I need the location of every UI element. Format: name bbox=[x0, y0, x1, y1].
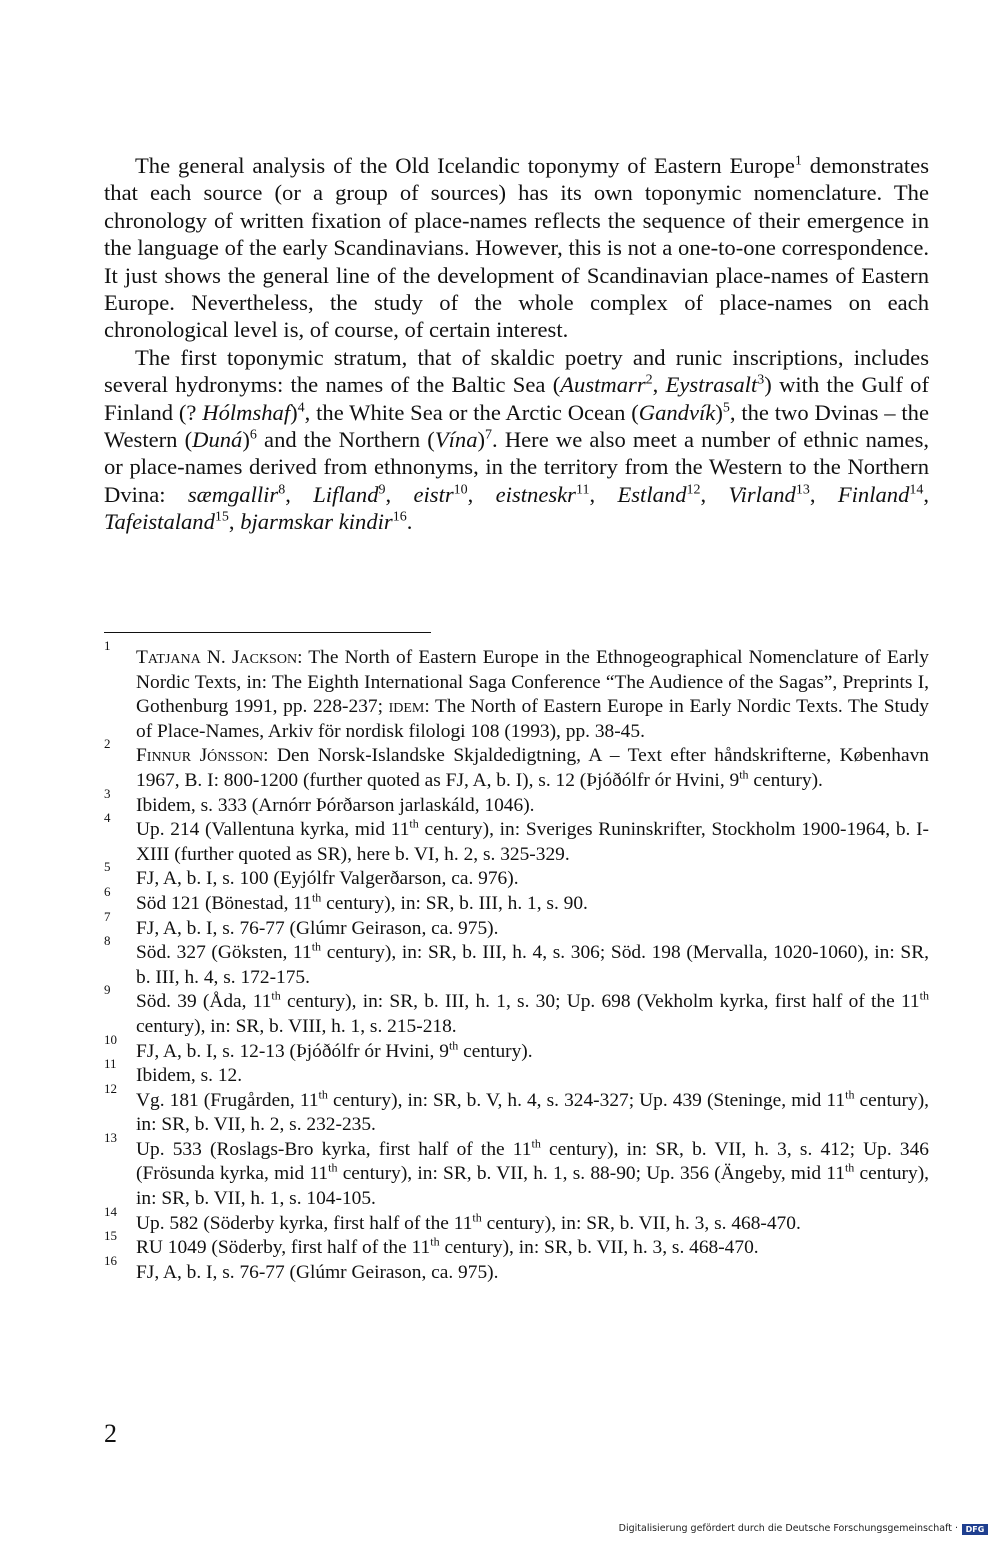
footnote-2: 2 Finnur Jónsson: Den Norsk-Islandske Skjaldedigtning, A – Text efter håndskrifterne, København 1967, B. I: 800-1200 (further quoted as FJ, A, b. I), s. 12 (Þjóðólfr ór Hvini, 9th century). bbox=[104, 736, 929, 791]
footnote-5: 5 FJ, A, b. I, s. 100 (Eyjólfr Valgerðarson, ca. 976). bbox=[104, 859, 519, 890]
footnote-ref-1[interactable]: 1 bbox=[794, 153, 802, 169]
footnote-ref-11[interactable]: 11 bbox=[575, 482, 590, 498]
place-name: eistr bbox=[413, 481, 454, 507]
footnote-ref-4[interactable]: 4 bbox=[297, 400, 305, 416]
footnote-ref-13[interactable]: 13 bbox=[795, 482, 810, 498]
body-text bbox=[104, 152, 929, 536]
place-name: Eystrasalt bbox=[665, 372, 758, 398]
footnote-number: 13 bbox=[104, 1129, 117, 1145]
footnote-8: 8 Söd. 327 (Göksten, 11th century), in: SR, b. III, h. 4, s. 306; Söd. 198 (Mervalla, 1020-1060), in: SR, b. III, h. 4, s. 172-175. bbox=[104, 933, 929, 988]
footnote-number: 5 bbox=[104, 859, 111, 875]
footnote-16: 16 FJ, A, b. I, s. 76-77 (Glúmr Geirason, ca. 975). bbox=[104, 1252, 499, 1283]
footnote-number: 8 bbox=[104, 933, 111, 949]
footnote-number: 12 bbox=[104, 1080, 117, 1096]
footnote-number: 6 bbox=[104, 883, 111, 899]
place-name: Estland bbox=[617, 481, 687, 507]
footnote-ref-2[interactable]: 2 bbox=[645, 372, 653, 388]
footnote-11: 11 Ibidem, s. 12. bbox=[104, 1056, 243, 1087]
digitization-credit bbox=[619, 1523, 988, 1535]
footnote-ref-12[interactable]: 12 bbox=[686, 482, 701, 498]
footnote-number: 11 bbox=[104, 1056, 117, 1072]
footnote-4: 4 Up. 214 (Vallentuna kyrka, mid 11th century), in: Sveriges Runinskrifter, Stockholm 1900-1964, b. I-XIII (further quoted as SR), here b. VI, h. 2, s. 325-329. bbox=[104, 810, 929, 865]
place-name: Hólmshaf bbox=[202, 399, 291, 425]
place-name: Finland bbox=[837, 481, 910, 507]
place-name: Tafeistaland bbox=[104, 509, 215, 535]
footnote-number: 9 bbox=[104, 982, 111, 998]
footnote-1: 1 Tatjana N. Jackson: The North of Eastern Europe in the Ethnogeographical Nomenclature of Early Nordic Texts, in: The Eighth International Saga Conference “The Audience of the Sagas”, Preprints I, Gothenburg 1991, pp. 228-237; idem: The North of Eastern Europe in Early Nordic Texts. The Study of Place-Names, Arkiv för nordisk filologi 108 (1993), pp. 38-45. bbox=[104, 638, 930, 742]
footnote-ref-5[interactable]: 5 bbox=[722, 400, 730, 416]
footnote-ref-14[interactable]: 14 bbox=[909, 482, 924, 498]
footnote-separator bbox=[104, 632, 431, 633]
place-name: Austmarr bbox=[560, 372, 646, 398]
footnote-14: 14 Up. 582 (Söderby kyrka, first half of the 11th century), in: SR, b. VII, h. 3, s. 468-470. bbox=[104, 1203, 801, 1234]
footnote-ref-10[interactable]: 10 bbox=[453, 482, 468, 498]
footnote-6: 6 Söd 121 (Bönestad, 11th century), in: SR, b. III, h. 1, s. 90. bbox=[104, 883, 588, 914]
footnote-ref-16[interactable]: 16 bbox=[392, 509, 407, 525]
place-name: sæmgallir bbox=[187, 481, 279, 507]
footnote-15: 15 RU 1049 (Söderby, first half of the 11th century), in: SR, b. VII, h. 3, s. 468-470. bbox=[104, 1228, 759, 1259]
footnote-12: 12 Vg. 181 (Frugården, 11th century), in: SR, b. V, h. 4, s. 324-327; Up. 439 (Steninge, mid 11th century), in: SR, b. VII, h. 2, s. 232-235. bbox=[104, 1080, 929, 1136]
footnote-9: 9 Söd. 39 (Åda, 11th century), in: SR, b. III, h. 1, s. 30; Up. 698 (Vekholm kyrka, first half of the 11th century), in: SR, b. VIII, h. 1, s. 215-218. bbox=[104, 982, 929, 1037]
footnote-ref-3[interactable]: 3 bbox=[757, 372, 765, 388]
footnote-number: 2 bbox=[104, 736, 111, 752]
footnote-ref-7[interactable]: 7 bbox=[485, 427, 493, 443]
footnote-number: 3 bbox=[104, 785, 111, 801]
footnote-ref-15[interactable]: 15 bbox=[214, 509, 229, 525]
place-name: eistneskr bbox=[495, 481, 576, 507]
footnotes bbox=[104, 638, 930, 1285]
footnote-ref-6[interactable]: 6 bbox=[249, 427, 257, 443]
place-name: Gandvík bbox=[638, 399, 716, 425]
dfg-logo-icon: DFG bbox=[962, 1524, 988, 1535]
page-number: 2 bbox=[104, 1419, 117, 1448]
credit-text: Digitalisierung gefördert durch die Deutsche Forschungsgemeinschaft · bbox=[618, 1523, 958, 1534]
footnote-number: 7 bbox=[104, 908, 111, 924]
footnote-number: 1 bbox=[104, 638, 111, 653]
footnote-ref-9[interactable]: 9 bbox=[378, 482, 386, 498]
footnote-number: 10 bbox=[104, 1031, 117, 1047]
place-name: bjarmskar kindir bbox=[240, 509, 393, 535]
footnote-number: 16 bbox=[104, 1252, 117, 1268]
footnote-number: 15 bbox=[104, 1228, 117, 1244]
place-name: Duná bbox=[192, 427, 243, 453]
place-name: Lifland bbox=[313, 481, 379, 507]
place-name: Vína bbox=[434, 427, 478, 453]
footnote-number: 4 bbox=[104, 810, 111, 826]
footnote-number: 14 bbox=[104, 1203, 117, 1219]
footnote-7: 7 FJ, A, b. I, s. 76-77 (Glúmr Geirason, ca. 975). bbox=[104, 908, 499, 939]
footnote-ref-8[interactable]: 8 bbox=[278, 482, 286, 498]
footnote-3: 3 Ibidem, s. 333 (Arnórr Þórðarson jarlaskáld, 1046). bbox=[104, 785, 535, 816]
paragraph-1: The general analysis of the Old Icelandic toponymy of Eastern Europe$^1$ demonstrates that each source (or a group of sources) has its own toponymic nomenclature. The chronology of written fixation of place-names reflects the sequence of their emergence in the language of the early Scandinavians. However, this is not a one-to-one correspondence. It just shows the general line of the development of Scandinavian place-names of Eastern Europe. Nevertheless, the study of the whole complex of place-names on each chronological level is, of course, of certain interest. bbox=[104, 153, 929, 343]
footnote-13: 13 Up. 533 (Roslags-Bro kyrka, first half of the 11th century), in: SR, b. VII, h. 3, s. 412; Up. 346 (Frösunda kyrka, mid 11th century), in: SR, b. VII, h. 1, s. 88-90; Up. 356 (Ängeby, mid 11th century), in: SR, b. VII, h. 1, s. 104-105. bbox=[104, 1129, 929, 1210]
place-name: Virland bbox=[728, 481, 796, 507]
paragraph-2: The first toponymic stratum, that of skaldic poetry and runic inscriptions, includes several hydronyms: the names of the Baltic Sea (Austmarr$^2$, Eystrasalt$^3$) with the Gulf of Finland (? Hólmshaf)$^4$, the White Sea or the Arctic Ocean (Gandvík)$^5$, the two Dvinas – the Western (Duná)$^6$ and the Northern (Vína)$^7$. Here we also meet a number of ethnic names, or place-names derived from ethnonyms, in the territory from the Western to the Northern Dvina: sæmgallir$^8$, Lifland$^9$, eistr$^{10}$, eistneskr$^{11}$, Estland$^{12}$, Virland$^{13}$, Finland$^{14}$, Tafeistaland$^{15}$, bjarmskar kindir$^{16}$. bbox=[104, 344, 930, 535]
footnote-10: 10 FJ, A, b. I, s. 12-13 (Þjóðólfr ór Hvini, 9th century). bbox=[104, 1031, 533, 1062]
